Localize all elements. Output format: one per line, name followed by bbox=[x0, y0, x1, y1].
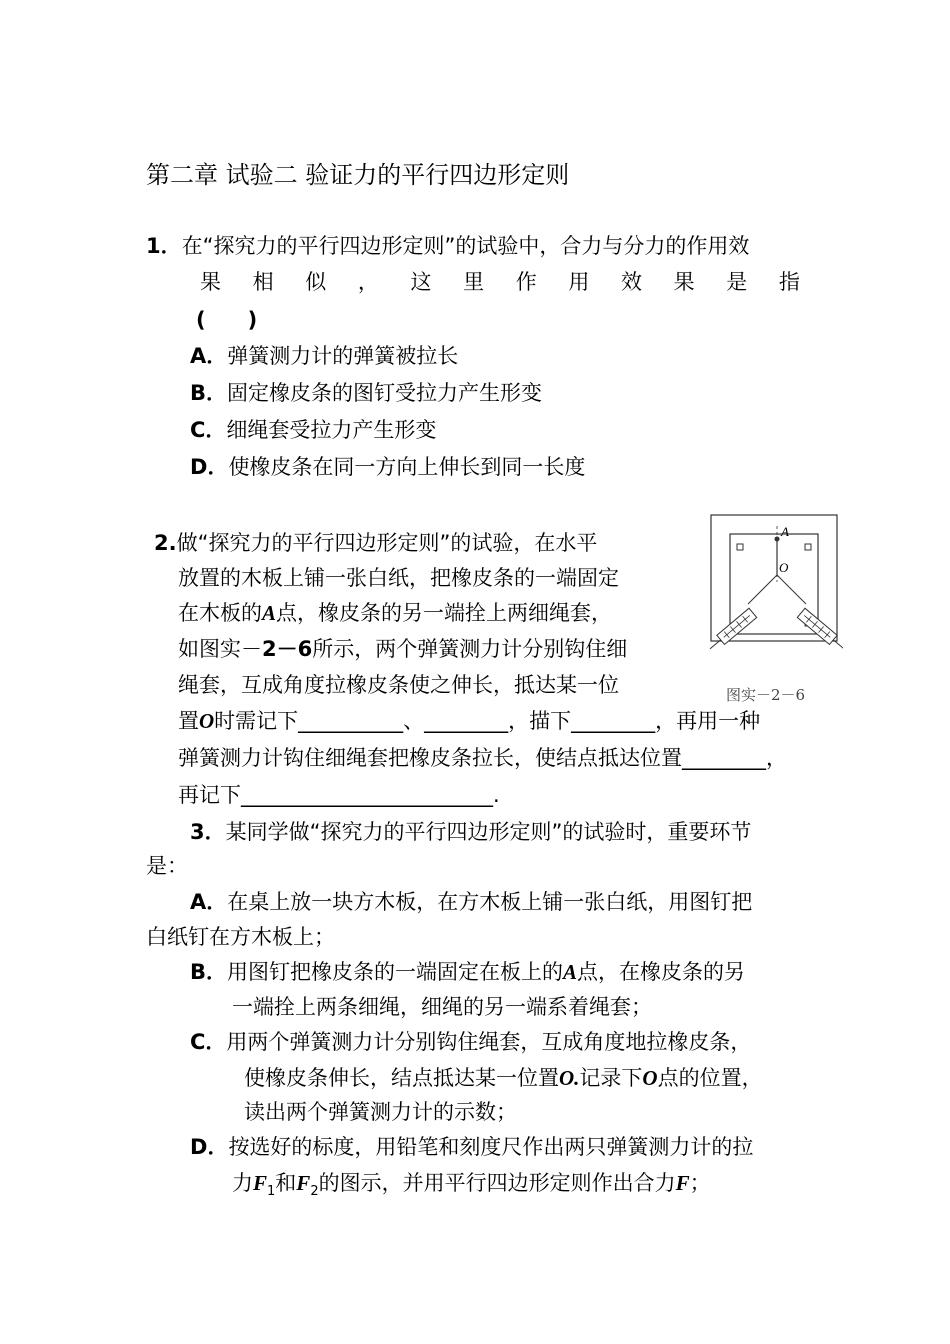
q2-text: 如图实－ bbox=[178, 637, 262, 661]
point-o-variable: O. bbox=[559, 1066, 580, 1090]
option-label: C bbox=[190, 1030, 206, 1054]
q1-char: 果 bbox=[200, 270, 221, 294]
q2-text: 置 bbox=[178, 709, 199, 733]
q1-answer-paren: ( ) bbox=[196, 308, 258, 332]
q2-line7: 弹簧测力计钩住细绳套把橡皮条拉长，使结点抵达位置________， bbox=[178, 746, 787, 770]
spring-balance-figure bbox=[708, 512, 843, 712]
q1-text-line1: 在“探究力的平行四边形定则”的试验中，合力与分力的作用效 bbox=[181, 234, 750, 258]
option-text: 力 bbox=[232, 1171, 253, 1195]
q1-char: 里 bbox=[463, 270, 485, 294]
option-text: 按选好的标度，用铅笔和刻度尺作出两只弹簧测力计的拉 bbox=[228, 1135, 754, 1159]
force-f1-variable: F bbox=[253, 1171, 268, 1195]
q2-line4 bbox=[178, 634, 627, 664]
q3-line2: 是： bbox=[146, 854, 188, 878]
q2-line1 bbox=[154, 528, 597, 558]
option-text: 固定橡皮条的图钉受拉力产生形变 bbox=[227, 381, 543, 405]
option-text: 用两个弹簧测力计分别钩住绳套，互成角度地拉橡皮条， bbox=[226, 1030, 752, 1054]
figure-ref: 2－6 bbox=[262, 637, 313, 661]
force-f2-variable: F bbox=[296, 1171, 311, 1195]
option-text: 在桌上放一块方木板，在方木板上铺一张白纸，用图钉把 bbox=[227, 890, 753, 914]
q2-line5: 绳套，互成角度拉橡皮条使之伸长，抵达某一位 bbox=[178, 673, 619, 697]
point-o-variable: O bbox=[199, 709, 215, 733]
option-text: 记录下 bbox=[579, 1066, 643, 1090]
figure-label-a: A bbox=[781, 524, 789, 539]
q2-text: 所示，两个弹簧测力计分别钩住细 bbox=[312, 637, 628, 661]
option-text: 弹簧测力计的弹簧被拉长 bbox=[227, 344, 459, 368]
q1-char: 用 bbox=[568, 270, 590, 294]
q1-char: 是 bbox=[726, 270, 748, 294]
page-title: 第二章 试验二 验证力的平行四边形定则 bbox=[146, 161, 570, 189]
option-text: 和 bbox=[275, 1171, 297, 1195]
option-text: 使橡皮条在同一方向上伸长到同一长度 bbox=[228, 455, 586, 479]
q1-char: 果 bbox=[673, 270, 695, 294]
option-label: A bbox=[190, 344, 207, 368]
option-label: C bbox=[190, 418, 206, 442]
force-f-variable: F bbox=[675, 1171, 690, 1195]
q3-option-c-line1: C．用两个弹簧测力计分别钩住绳套，互成角度地拉橡皮条， bbox=[190, 1030, 752, 1054]
q1-option-d: D．使橡皮条在同一方向上伸长到同一长度 bbox=[190, 455, 586, 479]
q2-line3 bbox=[178, 598, 612, 628]
q2-text: 做“探究力的平行四边形定则”的试验，在水平 bbox=[176, 531, 598, 555]
option-label: D bbox=[190, 1135, 208, 1159]
q1-option-c: C．细绳套受拉力产生形变 bbox=[190, 418, 437, 442]
q1-option-b: B．固定橡皮条的图钉受拉力产生形变 bbox=[190, 381, 543, 405]
q1-line2 bbox=[200, 267, 800, 297]
q3-line1: 3．某同学做“探究力的平行四边形定则”的试验时，重要环节 bbox=[190, 820, 752, 844]
option-label: B bbox=[190, 381, 207, 405]
option-label: B bbox=[190, 960, 207, 984]
q2-line8: 再记下________________________. bbox=[178, 783, 500, 807]
q1-char: ， bbox=[357, 270, 379, 294]
point-o-variable: O bbox=[642, 1066, 658, 1090]
option-text: 用图钉把橡皮条的一端固定在板上的 bbox=[227, 960, 564, 984]
option-text: 使橡皮条伸长，结点抵达某一位置 bbox=[244, 1066, 559, 1090]
q3-option-b-line2: 一端拴上两条细绳，细绳的另一端系着绳套； bbox=[232, 995, 652, 1019]
q2-text: 点，橡皮条的另一端拴上两细绳套， bbox=[276, 601, 613, 625]
option-label: A bbox=[190, 890, 207, 914]
q3-option-d-line1: D．按选好的标度，用铅笔和刻度尺作出两只弹簧测力计的拉 bbox=[190, 1135, 754, 1159]
q1-option-a: A．弹簧测力计的弹簧被拉长 bbox=[190, 344, 459, 368]
option-text: 细绳套受拉力产生形变 bbox=[226, 418, 437, 442]
option-text: 点，在橡皮条的另 bbox=[577, 960, 746, 984]
force-f1-subscript: 1 bbox=[267, 1184, 276, 1200]
q1-number: 1 bbox=[146, 234, 161, 258]
q2-text-blanks: 时需记下__________、________，描下________，再用一种 bbox=[214, 709, 761, 733]
q1-char: 指 bbox=[778, 270, 800, 294]
force-f2-subscript: 2 bbox=[310, 1184, 319, 1200]
q1-char: 作 bbox=[515, 270, 537, 294]
figure-label-o: O bbox=[779, 560, 789, 575]
point-a-variable: A bbox=[563, 960, 578, 984]
option-text: 的图示，并用平行四边形定则作出合力 bbox=[318, 1171, 676, 1195]
q3-number: 3 bbox=[190, 820, 205, 844]
option-text: 点的位置， bbox=[657, 1066, 763, 1090]
q1-line1: 1．在“探究力的平行四边形定则”的试验中，合力与分力的作用效 bbox=[146, 234, 750, 258]
option-text: ； bbox=[689, 1171, 711, 1195]
q2-text: 在木板的 bbox=[178, 601, 262, 625]
q2-line6 bbox=[178, 706, 760, 736]
point-a-variable: A bbox=[262, 601, 277, 625]
q2-number: 2. bbox=[154, 531, 177, 555]
q1-char: 似 bbox=[305, 270, 327, 294]
q3-text: 某同学做“探究力的平行四边形定则”的试验时，重要环节 bbox=[225, 820, 752, 844]
q1-char: 效 bbox=[621, 270, 642, 294]
option-label: D bbox=[190, 455, 208, 479]
q3-option-a-line2: 白纸钉在方木板上； bbox=[146, 925, 335, 949]
figure-diagram bbox=[708, 512, 843, 677]
q1-char: 相 bbox=[252, 270, 274, 294]
q2-line2: 放置的木板上铺一张白纸，把橡皮条的一端固定 bbox=[178, 566, 619, 590]
q3-option-a-line1: A．在桌上放一块方木板，在方木板上铺一张白纸，用图钉把 bbox=[190, 890, 753, 914]
q3-option-d-line2 bbox=[232, 1168, 711, 1207]
q3-option-c-line3: 读出两个弹簧测力计的示数； bbox=[244, 1100, 517, 1124]
q3-option-c-line2 bbox=[244, 1063, 763, 1093]
q3-option-b-line1: B．用图钉把橡皮条的一端固定在板上的A点，在橡皮条的另 bbox=[190, 960, 746, 984]
figure-caption: 图实－2－6 bbox=[726, 686, 806, 704]
q1-char: 这 bbox=[410, 270, 432, 294]
